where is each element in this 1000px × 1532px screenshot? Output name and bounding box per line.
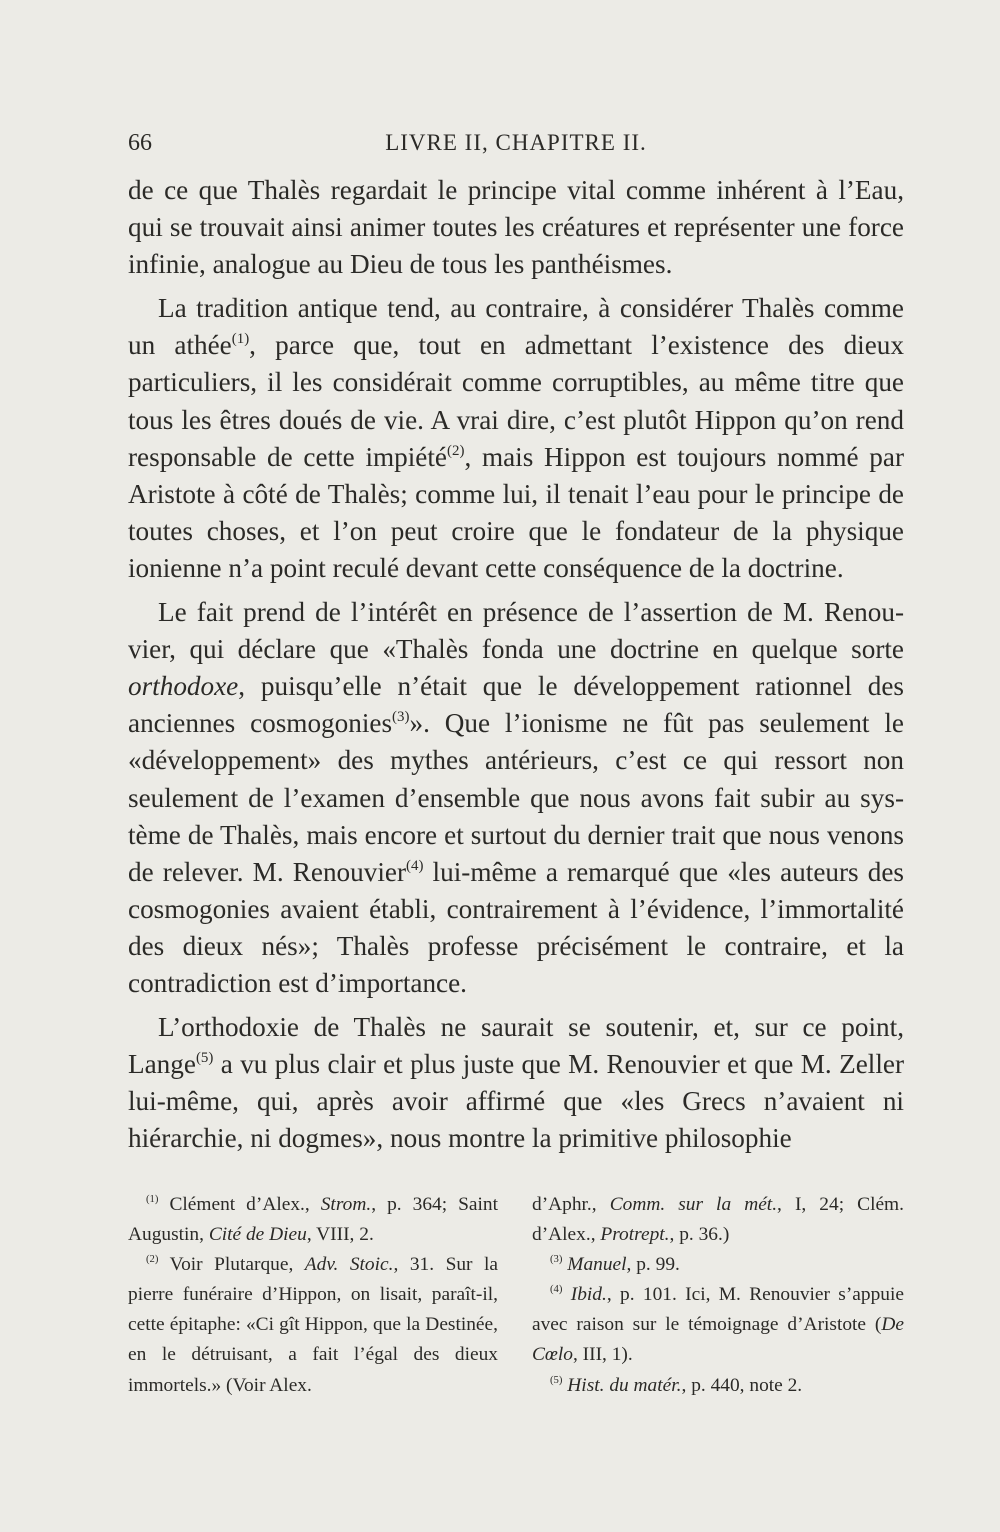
paragraph: de ce que Thalès regardait le principe vital comme inhérent à l’Eau, qui se trouvait ainsi animer toutes les créatures et représenter une force infinie, analogue au Dieu de tous les panthéismes. [128,175,904,280]
paragraph: L’orthodoxie de Thalès ne saurait se soutenir, et, sur ce point, Lange$^{(5)}$ a vu plus clair et plus juste que M. Renouvier et que M. Zeller lui-même, qui, après avoir affirmé que «les Grecs n’avaient ni hiérarchie, ni dogmes», nous montre la primitive philosophie [128,1012,904,1154]
paragraph: Le fait prend de l’intérêt en présence de l’assertion de M. Renouvier, qui déclare que «Thalès fonda une doctrine en quelque sorte orthodoxe, puisqu’elle n’était que le développement rationnel des anciennes cosmogonies$^{(3)}$». Que l’ionisme ne fût pas seulement le «développement» des mythes antérieurs, c’est ce qui ressort non seulement de l’examen d’ensemble que nous avons fait subir au système de Thalès, mais encore et surtout du dernier trait que nous venons de relever. M. Renouvier$^{(4)}$ lui-même a remarqué que «les auteurs des cosmogonies avaient établi, contrairement à l’évidence, l’immortalité des dieux nés»; Thalès professe précisément le contraire, et la contradiction est d’importance. [128,597,904,998]
footnotes [128,1190,904,1410]
page-header [128,122,904,162]
emphasis: orthodoxe [128,671,239,702]
footnote-column-right [532,1190,904,1401]
main-text [128,172,904,1164]
footnote-3: $^{(3)}$ Manuel, p. 99. [550,1253,680,1276]
footnote-1: $^{(1)}$ Clément d’Alex., Strom., p. 364; Saint Augustin, Cité de Dieu, VIII, 2. [128,1193,498,1246]
footnote-ref: (3) [392,709,410,726]
footnote-2: $^{(2)}$ Voir Plutarque, Adv. Stoic., 31. Sur la pierre funéraire d’Hippon, on lisait, paraît-il, cette épitaphe: «Ci gît Hippon, que la Destinée, en le détruisant, a fait l’égal des dieux immortels.» (Voir Alex. [128,1253,498,1396]
footnote-ref: (4) [406,857,424,874]
footnote-ref: (1) [231,331,250,348]
footnote-4: $^{(4)}$ Ibid., p. 101. Ici, M. Renouvier s’appuie avec raison sur le témoignage d’Aristote (De Cœlo, III, 1). [532,1283,904,1366]
footnote-5: $^{(5)}$ Hist. du matér., p. 440, note 2. [550,1373,803,1396]
paragraph: La tradition antique tend, au contraire, à considérer Thalès comme un athée$^{(1)}$, parce que, tout en admettant l’existence des dieux particuliers, il les considérait comme corruptibles, au même titre que tous les êtres doués de vie. A vrai dire, c’est plutôt Hippon qu’on rend responsable de cette impiété$^{(2)}$, mais Hippon est toujours nommé par Aristote à côté de Thalès; comme lui, il tenait l’eau pour le principe de toutes choses, et l’on peut croire que le fondateur de la physique ionienne n’a point reculé devant cette conséquence de la doctrine. [128,293,904,583]
page-number: 66 [128,130,152,156]
footnote-column-left [128,1190,498,1401]
running-title: LIVRE II, CHAPITRE II. [385,130,647,155]
footnote-ref: (2) [447,442,465,459]
footnote-ref: (5) [195,1049,214,1066]
footnote-2-continued: d’Aphr., Comm. sur la mét., I, 24; Clém. d’Alex., Protrept., p. 36.) [532,1194,904,1246]
